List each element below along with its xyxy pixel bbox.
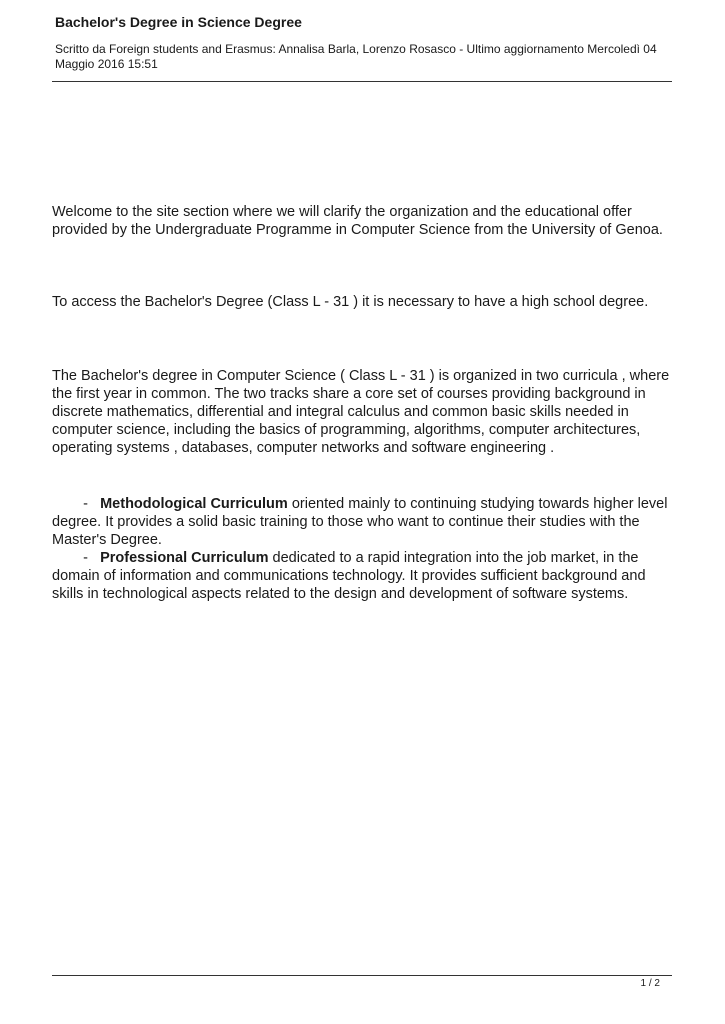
curriculum-item-professional (52, 549, 677, 603)
page-header (52, 12, 672, 72)
curriculum-description: dedicated to a rapid integration into the job market, in the domain of information and communications technology. It provides sufficient background and skills in technological aspects related to the design and development of software systems. (52, 550, 646, 602)
curriculum-description: oriented mainly to continuing studying towards higher level degree. It provides a solid basic training to those who want to continue their studies with the Master's Degree. (52, 496, 668, 548)
page-title: Bachelor's Degree in Science Degree (55, 14, 302, 30)
welcome-paragraph: Welcome to the site section where we will clarify the organization and the educational offer provided by the Undergraduate Programme in Computer Science from the University of Genoa. (52, 204, 663, 238)
access-requirements-paragraph: To access the Bachelor's Degree (Class L - 31 ) it is necessary to have a high school degree. (52, 294, 649, 310)
curriculum-item-methodological (52, 495, 677, 549)
page-number: 1 / 2 (640, 978, 660, 989)
curriculum-name: Professional Curriculum (100, 550, 269, 566)
list-dash: - (83, 496, 88, 512)
footer-divider (52, 975, 672, 976)
curriculum-name: Methodological Curriculum (100, 496, 288, 512)
header-divider (52, 81, 672, 82)
organization-paragraph: The Bachelor's degree in Computer Science ( Class L - 31 ) is organized in two curricula , where the first year in common. The two tracks share a core set of courses providing background in discrete mathematics, differential and integral calculus and common basic skills needed in computer science, including the basics of programming, algorithms, computer architectures, operating systems , databases, computer networks and software engineering . (52, 368, 670, 456)
list-dash: - (83, 550, 88, 566)
curricula-list (52, 495, 677, 603)
author-and-date-line: Scritto da Foreign students and Erasmus: Annalisa Barla, Lorenzo Rosasco - Ultimo aggiornamento Mercoledì 04 Maggio 2016 15:51 (55, 42, 657, 71)
